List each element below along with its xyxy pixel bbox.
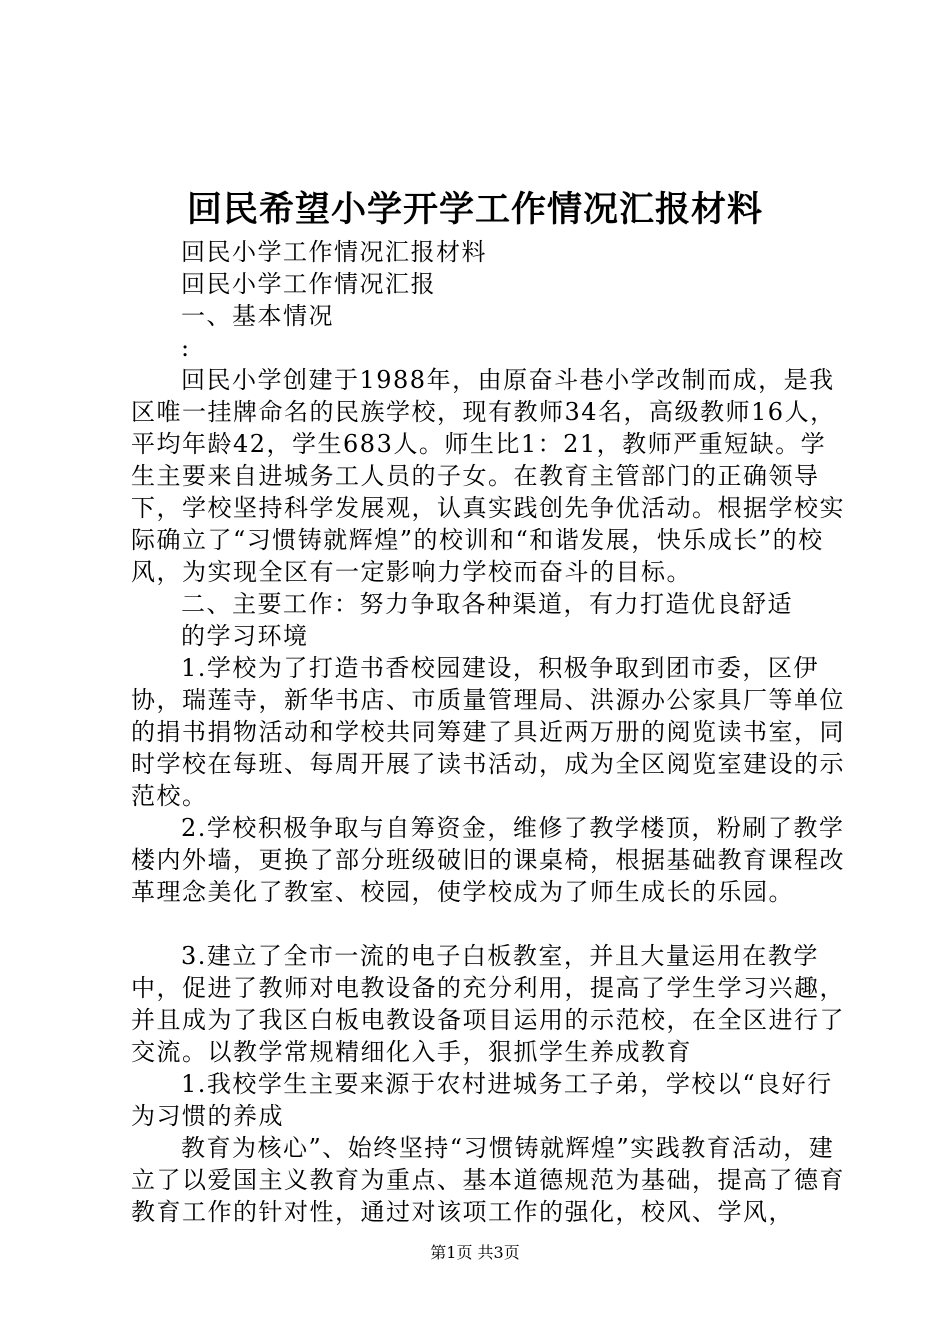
document-title: 回民希望小学开学工作情况汇报材料 bbox=[186, 189, 763, 230]
paragraph: 1.学校为了打造书香校园建设，积极争取到团市委，区伊协，瑞莲寺，新华书店、市质量管理局、洪源办公家具厂等单位的捐书捐物活动和学校共同筹建了具近两万册的阅览读书室，同时学校在每班、每周开展了读书活动，成为全区阅览室建设的示范校。 bbox=[131, 654, 845, 810]
paragraph: 回民小学工作情况汇报材料 bbox=[181, 238, 487, 266]
page-number: 第1页 共3页 bbox=[430, 1243, 520, 1262]
paragraph-spacer bbox=[131, 908, 851, 940]
section-heading: 一、基本情况 bbox=[181, 302, 334, 330]
paragraph: 2.学校积极争取与自筹资金，维修了教学楼顶，粉刷了教学楼内外墙，更换了部分班级破旧的课桌椅，根据基础教育课程改革理念美化了教室、校园，使学校成为了师生成长的乐园。 bbox=[131, 814, 845, 906]
paragraph: 回民小学创建于1988年，由原奋斗巷小学改制而成，是我区唯一挂牌命名的民族学校，现有教师34名，高级教师16人，平均年龄42，学生683人。师生比1：21，教师严重短缺。学生主要来自进城务工人员的子女。在教育主管部门的正确领导下，学校坚持科学发展观，认真实践创先争优活动。根据学校实际确立了“习惯铸就辉煌”的校训和“和谐发展，快乐成长”的校风，为实现全区有一定影响力学校而奋斗的目标。 bbox=[131, 366, 845, 586]
paragraph: 的学习环境 bbox=[181, 622, 309, 650]
paragraph: 回民小学工作情况汇报 bbox=[181, 270, 436, 298]
paragraph: : bbox=[181, 334, 191, 362]
paragraph: 教育为核心”、始终坚持“习惯铸就辉煌”实践教育活动，建立了以爱国主义教育为重点、基本道德规范为基础，提高了德育教育工作的针对性，通过对该项工作的强化，校风、学风， bbox=[131, 1134, 845, 1226]
section-heading: 二、主要工作：努力争取各种渠道，有力打造优良舒适 bbox=[181, 590, 793, 618]
paragraph: 3.建立了全市一流的电子白板教室，并且大量运用在教学中，促进了教师对电教设备的充分利用，提高了学生学习兴趣，并且成为了我区白板电教设备项目运用的示范校，在全区进行了交流。以教学常规精细化入手，狠抓学生养成教育 bbox=[131, 942, 845, 1066]
document-body bbox=[131, 236, 851, 1228]
paragraph: 1.我校学生主要来源于农村进城务工子弟，学校以“良好行为习惯的养成 bbox=[131, 1070, 833, 1130]
